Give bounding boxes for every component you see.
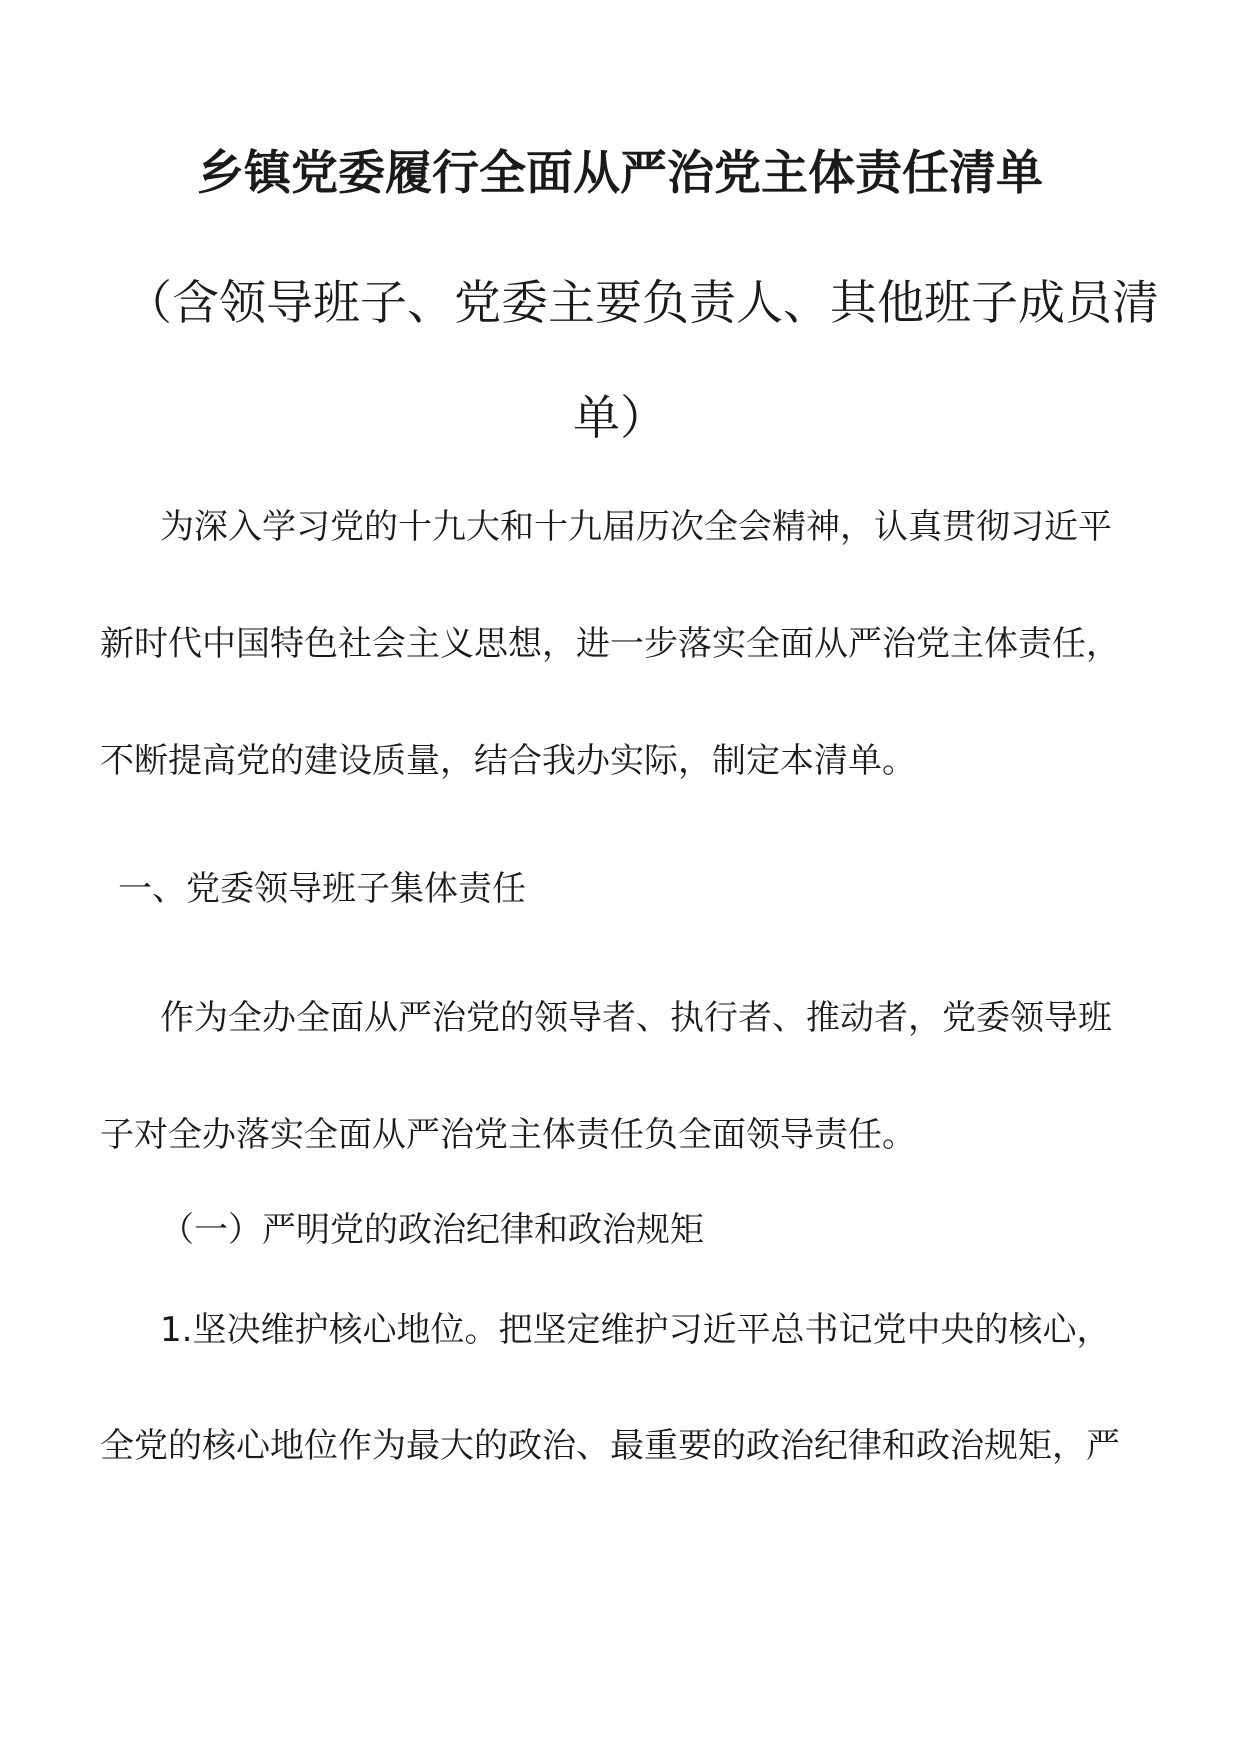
- item-1-paragraph-line-2: 全党的核心地位作为最大的政治、最重要的政治纪律和政治规矩，严: [100, 1426, 1120, 1466]
- item-1-paragraph-line-1: 1.坚决维护核心地位。把坚定维护习近平总书记党中央的核心，: [160, 1310, 1111, 1350]
- section-1-heading: 一、党委领导班子集体责任: [118, 869, 526, 909]
- document-title-line-1: 乡镇党委履行全面从严治党主体责任清单: [197, 146, 1043, 201]
- intro-paragraph-line-1: 为深入学习党的十九大和十九届历次全会精神，认真贯彻习近平: [160, 507, 1112, 547]
- intro-paragraph-line-2: 新时代中国特色社会主义思想，进一步落实全面从严治党主体责任，: [100, 624, 1120, 664]
- section-1-paragraph-line-1: 作为全办全面从严治党的领导者、执行者、推动者，党委领导班: [160, 998, 1112, 1038]
- document-title-line-2: （含领导班子、党委主要负责人、其他班子成员清: [125, 276, 1159, 331]
- section-1-paragraph-line-2: 子对全办落实全面从严治党主体责任负全面领导责任。: [100, 1115, 916, 1155]
- subsection-1-heading: （一）严明党的政治纪律和政治规矩: [160, 1210, 704, 1250]
- document-title-line-3: 单）: [573, 391, 667, 446]
- intro-paragraph-line-3: 不断提高党的建设质量，结合我办实际，制定本清单。: [100, 741, 916, 781]
